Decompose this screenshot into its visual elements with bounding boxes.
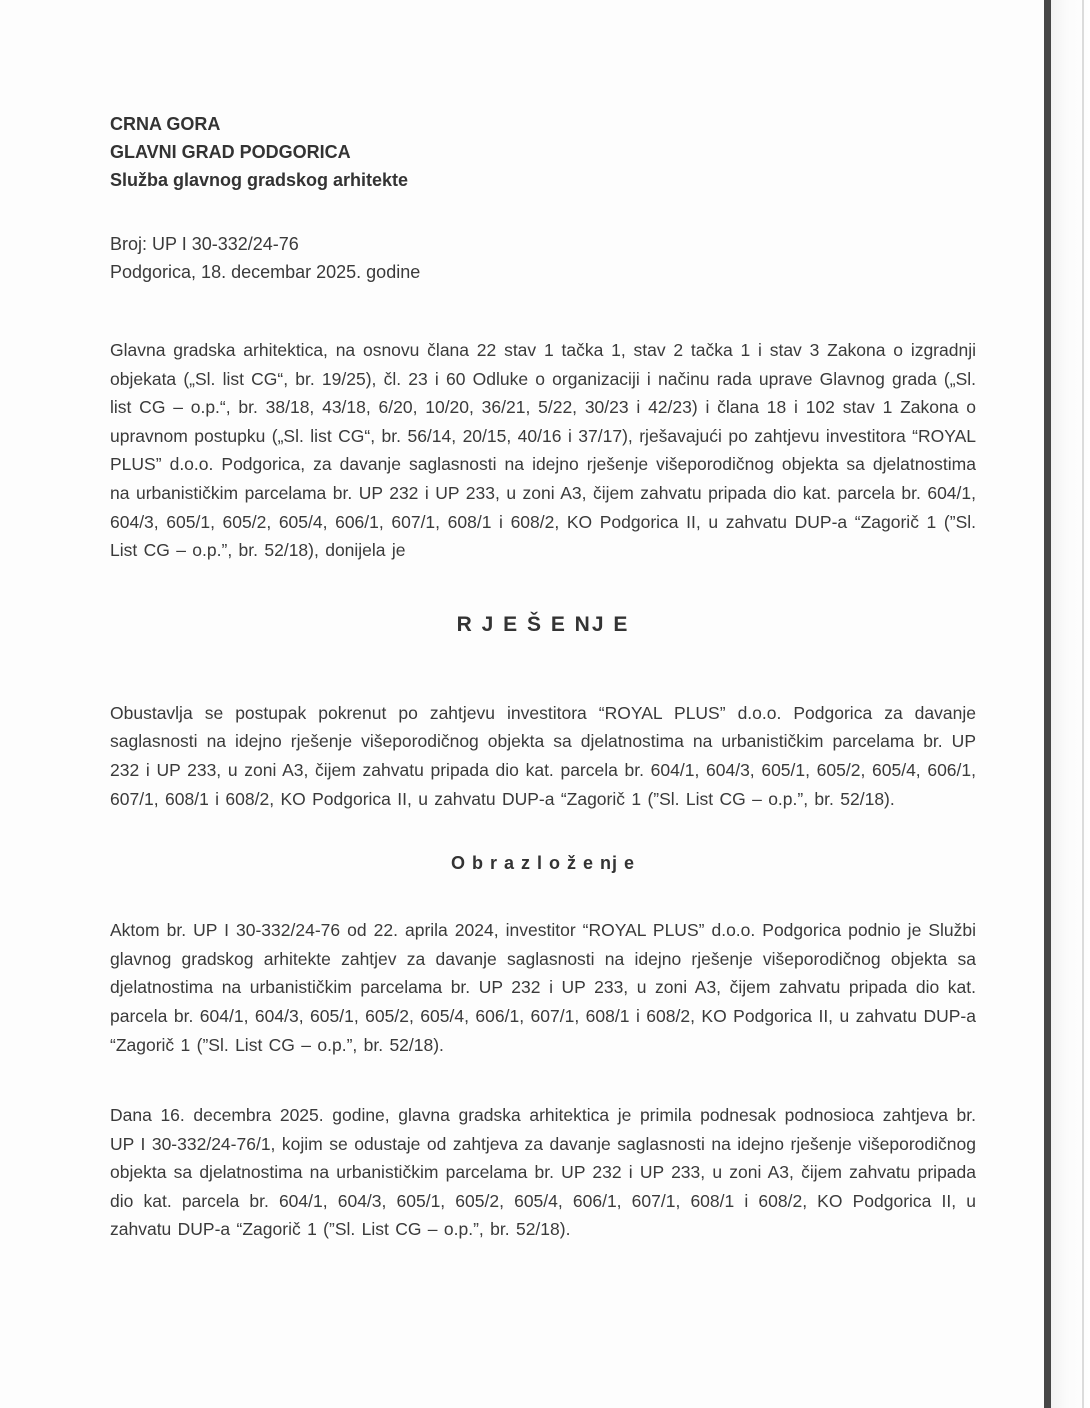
case-number: Broj: UP I 30-332/24-76 (110, 234, 299, 254)
scan-edge-line (1044, 0, 1051, 1408)
explanation-paragraph-2: Dana 16. decembra 2025. godine, glavna gradska arhitektica je primila podnesak podnosioca zahtjeva br. UP I 30-332/24-76/1, kojim se odustaje od zahtjeva za davanje saglasnosti na idejno rješenje višeporodičnog objekta sa djelatnostima na urbanističkim parcelama br. UP 232 i UP 233, u zoni A3, čijem zahvatu pripada dio kat. parcela br. 604/1, 604/3, 605/1, 605/2, 605/4, 606/1, 607/1, 608/1 i 608/2, KO Podgorica II, u zahvatu DUP-a “Zagorič 1 (”Sl. List CG – o.p.”, br. 52/18). (110, 1105, 976, 1240)
letterhead-city: GLAVNI GRAD PODGORICA (110, 142, 351, 162)
document-content (110, 110, 976, 1244)
case-meta (110, 230, 976, 286)
preamble-paragraph: Glavna gradska arhitektica, na osnovu člana 22 stav 1 tačka 1, stav 2 tačka 1 i stav 3 Zakona o izgradnji objekata („Sl. list CG“, br. 19/25), čl. 23 i 60 Odluke o organizaciji i načinu rada uprave Glavnog grada („Sl. list CG – o.p.“, br. 38/18, 43/18, 6/20, 10/20, 36/21, 5/22, 30/23 i 42/23) i člana 18 i 102 stav 1 Zakona o upravnom postupku („Sl. list CG“, br. 56/14, 20/15, 40/16 i 37/17), rješavajući po zahtjevu investitora “ROYAL PLUS” d.o.o. Podgorica, za davanje saglasnosti na idejno rješenje višeporodičnog objekta sa djelatnostima na urbanističkim parcelama br. UP 232 i UP 233, u zoni A3, čijem zahvatu pripada dio kat. parcela br. 604/1, 604/3, 605/1, 605/2, 605/4, 606/1, 607/1, 608/1 i 608/2, KO Podgorica II, u zahvatu DUP-a “Zagorič 1 (”Sl. List CG – o.p.”, br. 52/18), donijela je (110, 340, 976, 561)
explanation-paragraph-1: Aktom br. UP I 30-332/24-76 od 22. aprila 2024, investitor “ROYAL PLUS” d.o.o. Podgorica podnio je Službi glavnog gradskog arhitekte zahtjev za davanje saglasnosti na idejno rješenje višeporodičnog objekta sa djelatnostima na urbanističkim parcelama br. UP 232 i UP 233, u zoni A3, čijem zahvatu pripada dio kat. parcela br. 604/1, 604/3, 605/1, 605/2, 605/4, 606/1, 607/1, 608/1 i 608/2, KO Podgorica II, u zahvatu DUP-a “Zagorič 1 (”Sl. List CG – o.p.”, br. 52/18). (110, 920, 976, 1055)
scan-edge-band (1051, 0, 1090, 1408)
letterhead-office: Služba glavnog gradskog arhitekte (110, 170, 409, 190)
scan-edge-line-faint (1082, 0, 1084, 1408)
decision-paragraph: Obustavlja se postupak pokrenut po zahtjevu investitora “ROYAL PLUS” d.o.o. Podgorica za davanje saglasnosti na idejno rješenje višeporodičnog objekta sa djelatnostima na urbanističkim parcelama br. UP 232 i UP 233, u zoni A3, čijem zahvatu pripada dio kat. parcela br. 604/1, 604/3, 605/1, 605/2, 605/4, 606/1, 607/1, 608/1 i 608/2, KO Podgorica II, u zahvatu DUP-a “Zagorič 1 (”Sl. List CG – o.p.”, br. 52/18). (110, 702, 976, 809)
place-and-date: Podgorica, 18. decembar 2025. godine (110, 262, 421, 282)
letterhead (110, 110, 976, 194)
explanation-heading: O b r a z l o ž e nj e (450, 853, 636, 874)
letterhead-country: CRNA GORA (110, 114, 221, 134)
resolution-heading: R J E Š E NJ E (456, 612, 630, 636)
